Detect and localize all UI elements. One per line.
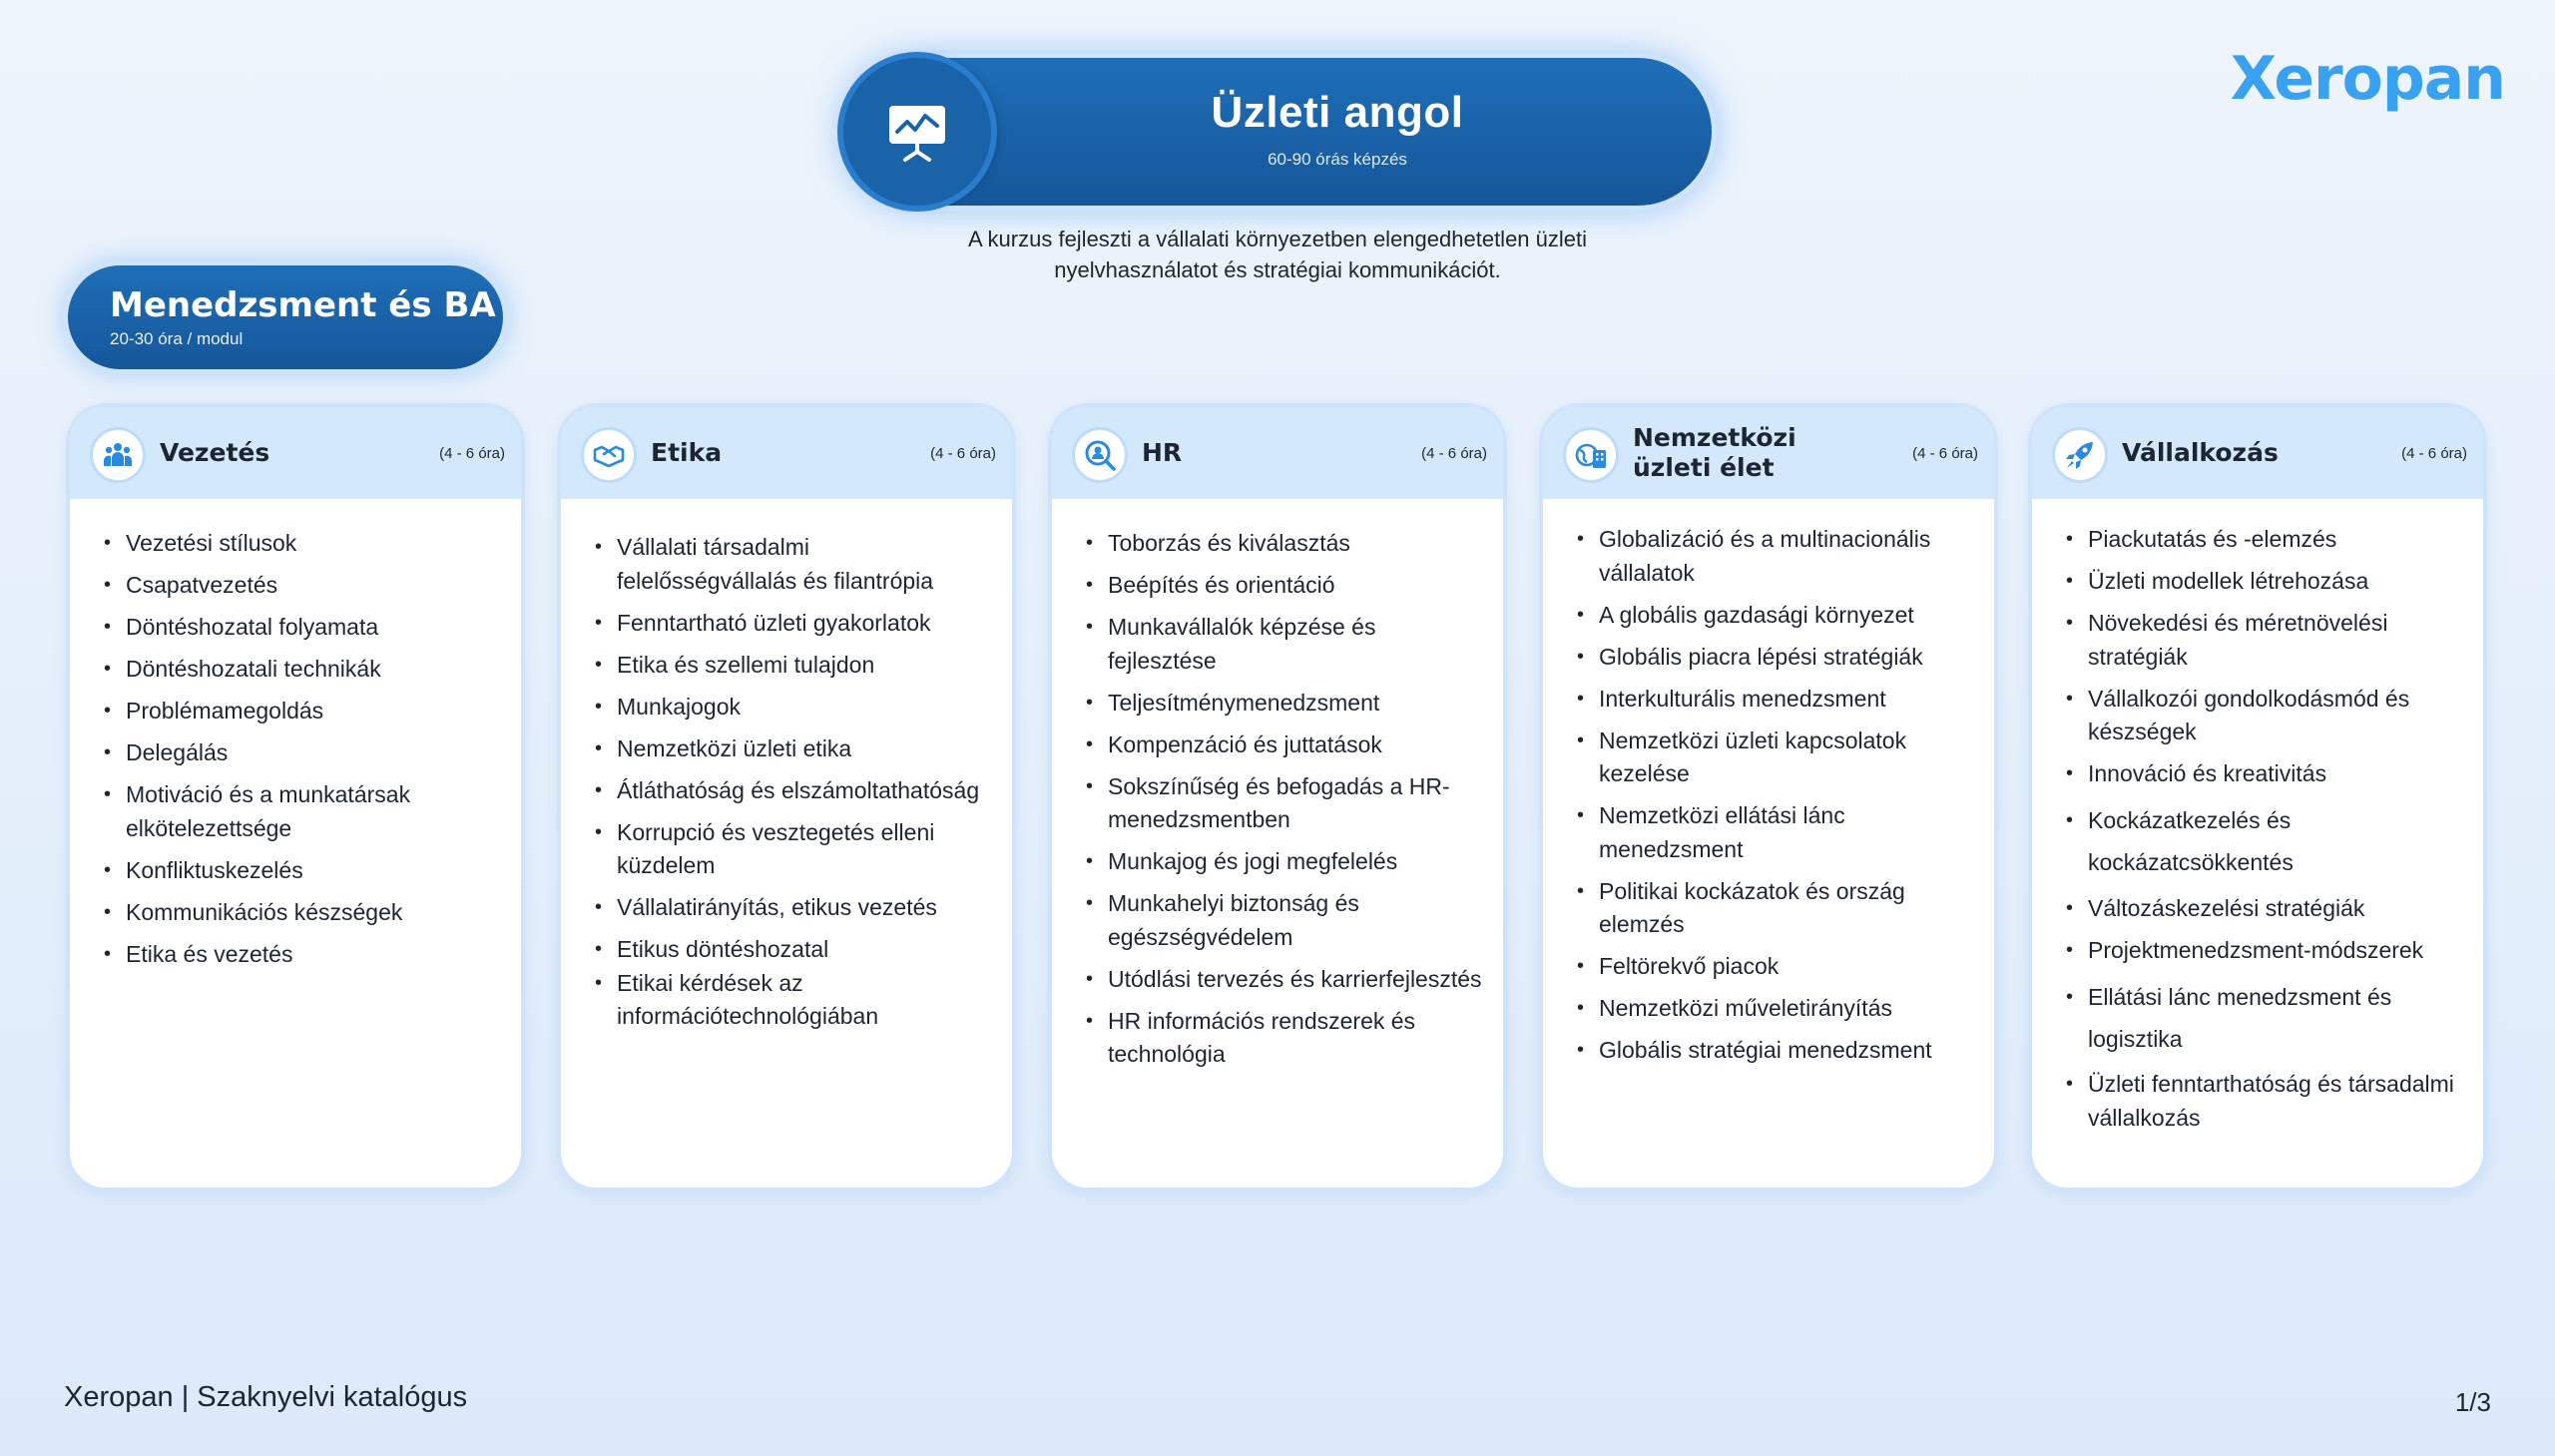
card-title: Etika	[651, 438, 723, 467]
list-item: • Konfliktuskezelés	[104, 854, 501, 888]
list-item: • Nemzetközi ellátási lánc menedzsment	[1577, 799, 1974, 866]
card-header	[70, 407, 521, 499]
topic-card-vallalkozas	[2028, 403, 2487, 1192]
list-item: • Etika és vezetés	[104, 938, 501, 972]
footer-catalog-label: Xeropan | Szaknyelvi katalógus	[64, 1381, 468, 1413]
list-item: • Globalizáció és a multinacionális vállalatok	[1577, 523, 1974, 590]
list-item: • Üzleti fenntarthatóság és társadalmi vállalkozás	[2066, 1068, 2463, 1135]
team-icon	[90, 427, 146, 483]
list-item: • Kockázatkezelés és kockázatcsökkentés	[2066, 799, 2463, 883]
list-item: • Döntéshozatali technikák	[104, 653, 501, 687]
list-item: • Kompenzáció és juttatások	[1086, 728, 1483, 762]
list-item: • Globális stratégiai menedzsment	[1577, 1034, 1974, 1068]
list-item: • HR információs rendszerek és technológia	[1086, 1005, 1483, 1072]
xeropan-logo: Xeropan	[2230, 44, 2505, 114]
presentation-chart-icon	[843, 58, 991, 206]
list-item: • Innováció és kreativitás	[2066, 757, 2463, 791]
list-item: • Vállalkozói gondolkodásmód és készségek	[2066, 683, 2463, 749]
card-hours: (4 - 6 óra)	[439, 444, 505, 462]
list-item: • Döntéshozatal folyamata	[104, 611, 501, 645]
list-item: • Problémamegoldás	[104, 695, 501, 728]
card-header	[1543, 407, 1994, 499]
list-item: • Korrupció és vesztegetés elleni küzdelem	[595, 816, 992, 883]
list-item: • Vállalatirányítás, etikus vezetés	[595, 891, 992, 925]
list-item: • Nemzetközi műveletirányítás	[1577, 992, 1974, 1026]
list-item: • Csapatvezetés	[104, 569, 501, 603]
list-item: • Etikai kérdések az információtechnológiában	[595, 967, 992, 1034]
card-title: Nemzetközi üzleti élet	[1633, 423, 1796, 482]
list-item: • Nemzetközi üzleti kapcsolatok kezelése	[1577, 725, 1974, 791]
topic-list	[104, 527, 501, 980]
handshake-icon	[581, 427, 637, 483]
card-hours: (4 - 6 óra)	[1912, 444, 1978, 462]
module-badge	[68, 265, 503, 369]
card-hours: (4 - 6 óra)	[930, 444, 996, 462]
list-item: • Beépítés és orientáció	[1086, 569, 1483, 603]
list-item: • Utódlási tervezés és karrierfejlesztés	[1086, 963, 1483, 997]
list-item: • Munkajog és jogi megfelelés	[1086, 845, 1483, 879]
topic-card-hr	[1048, 403, 1507, 1192]
list-item: • Növekedési és méretnövelési stratégiák	[2066, 607, 2463, 674]
course-title: Üzleti angol	[1211, 88, 1464, 137]
card-title: Vezetés	[160, 438, 270, 467]
list-item: • Vezetési stílusok	[104, 527, 501, 561]
topic-card-vezetes	[66, 403, 525, 1192]
page-number: 1/3	[2454, 1387, 2491, 1417]
card-header	[561, 407, 1012, 499]
card-title: Vállalkozás	[2122, 438, 2279, 467]
card-header	[1052, 407, 1503, 499]
list-item: • Politikai kockázatok és ország elemzés	[1577, 875, 1974, 942]
list-item: • Motiváció és a munkatársak elkötelezettsége	[104, 778, 501, 845]
list-item: • Fenntartható üzleti gyakorlatok	[595, 607, 992, 641]
list-item: • Delegálás	[104, 736, 501, 770]
list-item: • Feltörekvő piacok	[1577, 950, 1974, 984]
list-item: • Projektmenedzsment-módszerek	[2066, 934, 2463, 968]
topic-card-nemzetkozi	[1539, 403, 1998, 1192]
globe-business-icon	[1563, 427, 1619, 483]
card-hours: (4 - 6 óra)	[2401, 444, 2467, 462]
person-search-icon	[1072, 427, 1128, 483]
list-item: • Munkajogok	[595, 691, 992, 725]
topic-list	[2066, 523, 2463, 1144]
topic-list	[1086, 527, 1483, 1080]
topic-card-etika	[557, 403, 1016, 1192]
list-item: • Munkahelyi biztonság és egészségvédelem	[1086, 887, 1483, 954]
list-item: • Vállalati társadalmi felelősségvállalás és filantrópia	[595, 531, 992, 598]
list-item: • Globális piacra lépési stratégiák	[1577, 641, 1974, 675]
list-item: • Interkulturális menedzsment	[1577, 683, 1974, 717]
card-hours: (4 - 6 óra)	[1421, 444, 1487, 462]
course-description: A kurzus fejleszti a vállalati környezetben elengedhetetlen üzleti nyelvhasználatot és stratégiai kommunikációt.	[967, 227, 1588, 282]
course-duration: 60-90 órás képzés	[1268, 150, 1407, 169]
topic-list	[595, 531, 992, 1042]
list-item: • Munkavállalók képzése és fejlesztése	[1086, 611, 1483, 678]
list-item: • Etikus döntéshozatal	[595, 933, 992, 967]
topic-list	[1577, 523, 1974, 1076]
list-item: • Átláthatóság és elszámoltathatóság	[595, 774, 992, 808]
list-item: • Üzleti modellek létrehozása	[2066, 565, 2463, 599]
list-item: • Ellátási lánc menedzsment és logisztika	[2066, 976, 2463, 1060]
list-item: • Nemzetközi üzleti etika	[595, 732, 992, 766]
card-title: HR	[1142, 438, 1183, 467]
course-header	[843, 58, 1712, 206]
list-item: • Etika és szellemi tulajdon	[595, 649, 992, 683]
list-item: • Kommunikációs készségek	[104, 896, 501, 930]
list-item: • Változáskezelési stratégiák	[2066, 892, 2463, 926]
list-item: • Sokszínűség és befogadás a HR-menedzsmentben	[1086, 770, 1483, 837]
list-item: • Toborzás és kiválasztás	[1086, 527, 1483, 561]
card-header	[2032, 407, 2483, 499]
module-duration: 20-30 óra / modul	[110, 329, 244, 348]
rocket-icon	[2052, 427, 2108, 483]
module-title: Menedzsment és BA	[110, 285, 496, 325]
list-item: • Teljesítménymenedzsment	[1086, 687, 1483, 721]
list-item: • A globális gazdasági környezet	[1577, 599, 1974, 633]
list-item: • Piackutatás és -elemzés	[2066, 523, 2463, 557]
